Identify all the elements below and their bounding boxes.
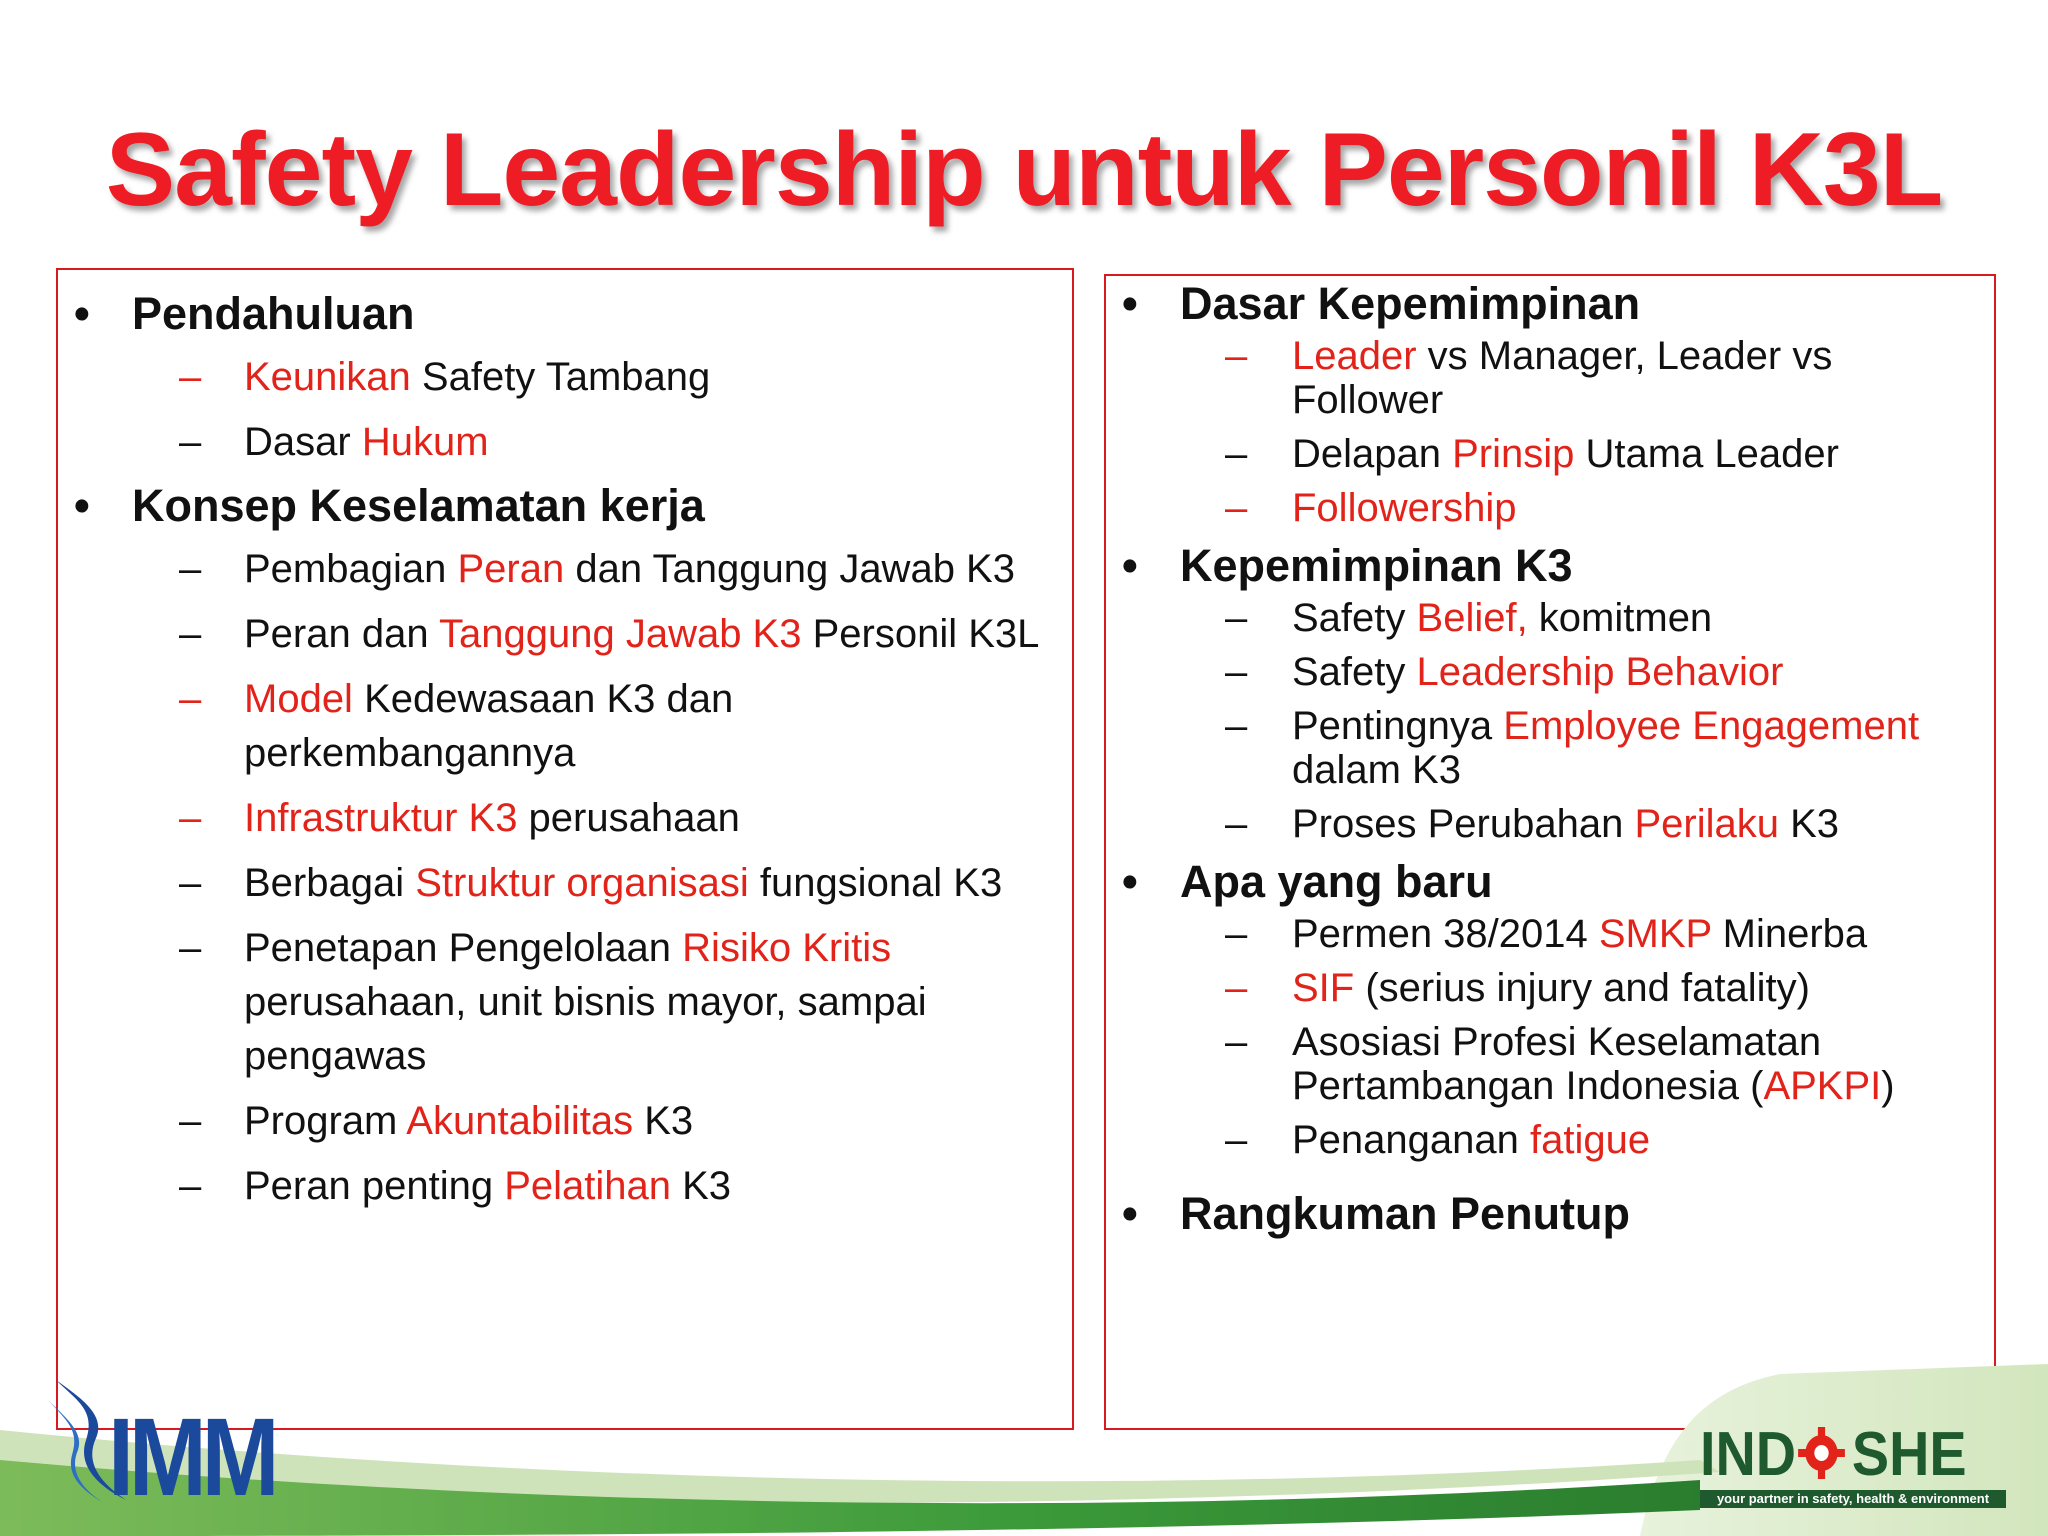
dash-icon: – xyxy=(1225,334,1248,378)
imm-logo-text: IMM xyxy=(108,1396,275,1519)
section-heading-text: Dasar Kepemimpinan xyxy=(1180,278,1641,329)
item-text: Kedewasaan K3 dan perkembangannya xyxy=(244,677,734,775)
item-text: fungsional K3 xyxy=(748,861,1003,905)
bullet-icon: • xyxy=(1122,1188,1138,1239)
highlight-text: Akuntabilitas xyxy=(406,1099,634,1143)
dash-icon: – xyxy=(179,612,202,656)
item-text: Program xyxy=(244,1099,407,1143)
indoshe-logo xyxy=(1700,1422,1967,1488)
outline-item xyxy=(74,856,1064,910)
item-text: Asosiasi Profesi Keselamatan Pertambangan Indonesia ( xyxy=(1292,1020,1822,1108)
item-text: Proses Perubahan xyxy=(1292,802,1635,846)
item-text: Safety xyxy=(1292,596,1417,640)
dash-icon: – xyxy=(1225,432,1248,476)
dash-icon: – xyxy=(179,677,202,721)
section-heading-text: Konsep Keselamatan kerja xyxy=(132,480,705,531)
outline-item xyxy=(1122,334,1982,422)
dash-icon: – xyxy=(179,355,202,399)
outline-item xyxy=(74,672,1064,780)
outline-section xyxy=(1122,856,1982,1162)
highlight-text: Belief, xyxy=(1416,596,1528,640)
section-heading-text: Rangkuman Penutup xyxy=(1180,1188,1631,1239)
item-text: Berbagai xyxy=(244,861,416,905)
item-text: Dasar xyxy=(244,420,362,464)
item-text: Permen 38/2014 xyxy=(1292,912,1599,956)
highlight-text: Tanggung Jawab K3 xyxy=(438,612,802,656)
outline-item xyxy=(1122,596,1982,640)
dash-icon: – xyxy=(1225,912,1248,956)
dash-icon: – xyxy=(179,1164,202,1208)
section-heading xyxy=(1122,1188,1982,1240)
highlight-text: Perilaku xyxy=(1634,802,1779,846)
dash-icon: – xyxy=(179,420,202,464)
outline-item xyxy=(1122,912,1982,956)
item-text: Pembagian xyxy=(244,547,458,591)
dash-icon: – xyxy=(1225,704,1248,748)
item-text: dalam K3 xyxy=(1292,748,1461,792)
highlight-text: Keunikan xyxy=(244,355,411,399)
outline-item xyxy=(1122,650,1982,694)
item-text: K3 xyxy=(671,1164,732,1208)
item-text: K3 xyxy=(633,1099,694,1143)
bullet-icon: • xyxy=(1122,540,1138,591)
section-heading xyxy=(1122,856,1982,908)
section-heading xyxy=(1122,540,1982,592)
highlight-text: Leadership Behavior xyxy=(1416,650,1784,694)
indoshe-tagline: your partner in safety, health & environment xyxy=(1700,1490,2006,1508)
section-heading xyxy=(74,288,1064,340)
outline-item xyxy=(74,921,1064,1083)
item-text: Personil K3L xyxy=(801,612,1040,656)
item-text: Pentingnya xyxy=(1292,704,1504,748)
section-heading xyxy=(74,480,1064,532)
bullet-icon: • xyxy=(1122,856,1138,907)
item-text: Safety xyxy=(1292,650,1417,694)
dash-icon: – xyxy=(1225,596,1248,640)
bullet-icon: • xyxy=(74,288,90,339)
outline-section xyxy=(74,288,1064,469)
section-heading-text: Pendahuluan xyxy=(132,288,415,339)
outline-item xyxy=(1122,486,1982,530)
dash-icon: – xyxy=(1225,650,1248,694)
outline-item xyxy=(1122,1020,1982,1108)
outline-item xyxy=(74,791,1064,845)
highlight-text: Pelatihan xyxy=(504,1164,671,1208)
item-text: Utama Leader xyxy=(1574,432,1839,476)
highlight-text: fatigue xyxy=(1530,1118,1651,1162)
item-text: (serius injury and fatality) xyxy=(1354,966,1810,1010)
highlight-text: Leader xyxy=(1292,334,1417,378)
outline-section xyxy=(1122,540,1982,846)
item-text: Peran dan xyxy=(244,612,439,656)
gear-icon xyxy=(1796,1422,1852,1488)
outline-item xyxy=(1122,802,1982,846)
item-text: vs Manager, Leader vs Follower xyxy=(1292,334,1833,422)
bullet-icon: • xyxy=(1122,278,1138,329)
highlight-text: APKPI xyxy=(1763,1064,1882,1108)
section-heading xyxy=(1122,278,1982,330)
outline-section xyxy=(74,480,1064,1213)
item-text: Penanganan xyxy=(1292,1118,1531,1162)
outline-item xyxy=(1122,704,1982,792)
indoshe-logo-part-a: IND xyxy=(1700,1420,1797,1489)
dash-icon: – xyxy=(1225,486,1248,530)
outline-item xyxy=(1122,432,1982,476)
highlight-text: SMKP xyxy=(1598,912,1712,956)
item-text: dan Tanggung Jawab K3 xyxy=(564,547,1015,591)
highlight-text: Risiko Kritis xyxy=(682,926,892,970)
highlight-text: Employee Engagement xyxy=(1503,704,1920,748)
dash-icon: – xyxy=(179,861,202,905)
highlight-text: Followership xyxy=(1292,486,1517,530)
left-column xyxy=(74,280,1064,1224)
dash-icon: – xyxy=(179,796,202,840)
outline-item xyxy=(74,1094,1064,1148)
highlight-text: Peran xyxy=(457,547,565,591)
item-text: Penetapan Pengelolaan xyxy=(244,926,683,970)
outline-section xyxy=(1122,1188,1982,1240)
item-text: perusahaan, unit bisnis mayor, sampai pengawas xyxy=(244,980,927,1078)
highlight-text: Struktur organisasi xyxy=(415,861,749,905)
bullet-icon: • xyxy=(74,480,90,531)
item-text: Minerba xyxy=(1711,912,1868,956)
indoshe-logo-part-b: SHE xyxy=(1851,1420,1967,1489)
highlight-text: Prinsip xyxy=(1452,432,1575,476)
item-text: ) xyxy=(1881,1064,1895,1108)
highlight-text: SIF xyxy=(1292,966,1355,1010)
item-text: komitmen xyxy=(1527,596,1713,640)
outline-item xyxy=(1122,966,1982,1010)
item-text: Peran penting xyxy=(244,1164,505,1208)
outline-item xyxy=(74,415,1064,469)
outline-item xyxy=(1122,1118,1982,1162)
highlight-text: Infrastruktur K3 xyxy=(244,796,518,840)
highlight-text: Model xyxy=(244,677,353,721)
item-text: Delapan xyxy=(1292,432,1453,476)
dash-icon: – xyxy=(179,547,202,591)
dash-icon: – xyxy=(179,1099,202,1143)
dash-icon: – xyxy=(1225,966,1248,1010)
dash-icon: – xyxy=(1225,802,1248,846)
outline-item xyxy=(74,542,1064,596)
right-column xyxy=(1122,278,1982,1244)
section-heading-text: Kepemimpinan K3 xyxy=(1180,540,1573,591)
dash-icon: – xyxy=(1225,1118,1248,1162)
outline-item xyxy=(74,607,1064,661)
item-text: Safety Tambang xyxy=(410,355,711,399)
item-text: K3 xyxy=(1778,802,1840,846)
outline-item xyxy=(74,350,1064,404)
dash-icon: – xyxy=(1225,1020,1248,1064)
dash-icon: – xyxy=(179,926,202,970)
section-heading-text: Apa yang baru xyxy=(1180,856,1493,907)
outline-item xyxy=(74,1159,1064,1213)
slide-title: Safety Leadership untuk Personil K3L xyxy=(105,112,1943,228)
highlight-text: Hukum xyxy=(361,420,489,464)
outline-section xyxy=(1122,278,1982,530)
item-text: perusahaan xyxy=(517,796,740,840)
